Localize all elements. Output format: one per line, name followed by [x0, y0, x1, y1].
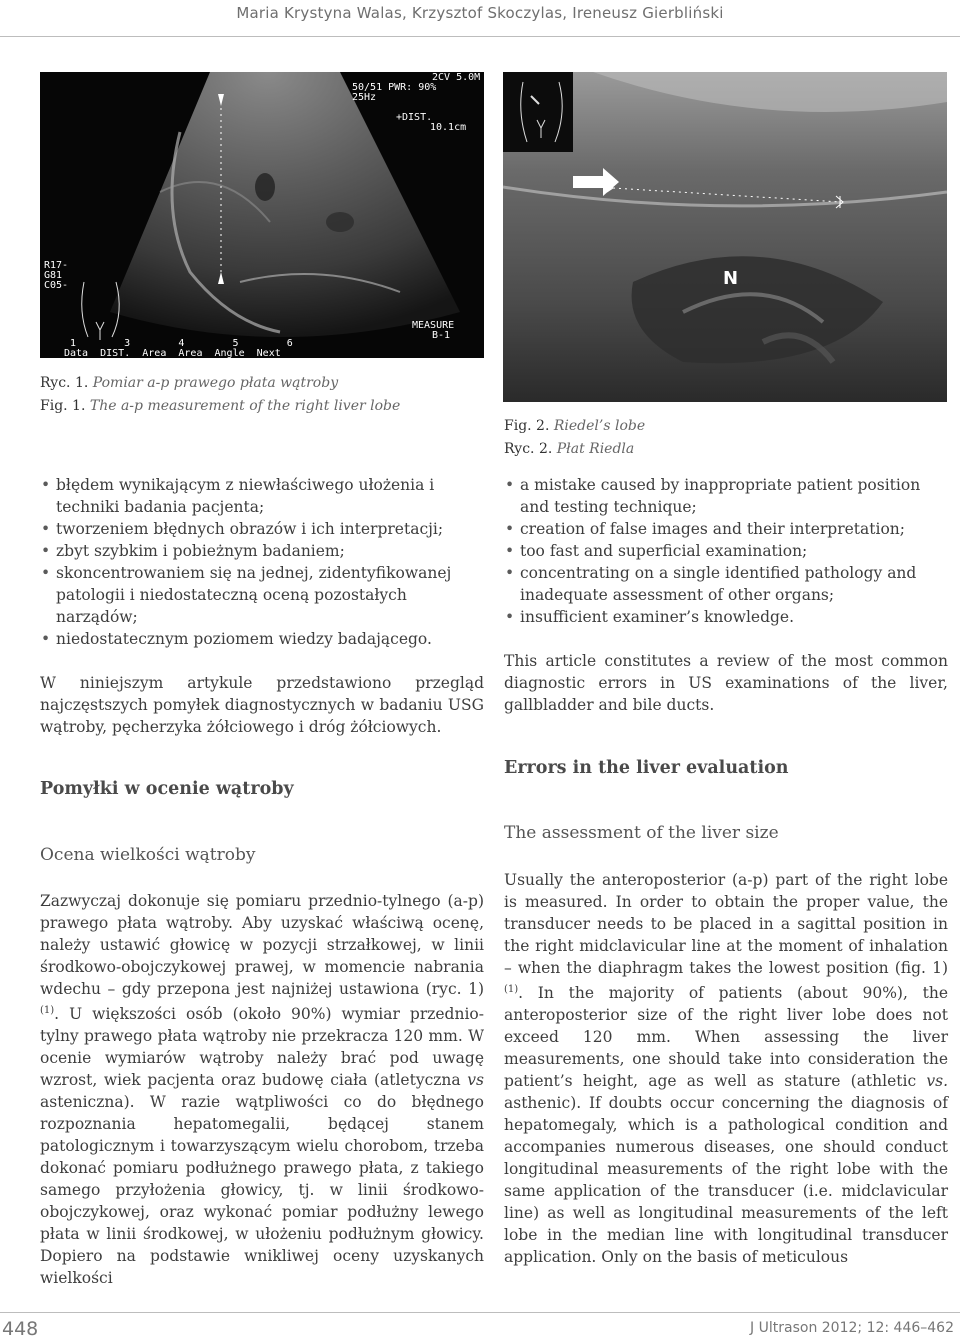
- fig2-overlay-label: N: [723, 268, 739, 289]
- left-section-heading: Pomyłki w ocenie wątroby: [40, 779, 294, 799]
- fig1-overlay-dist-label: +DIST.: [396, 112, 433, 123]
- fig1-overlay-left-3: C05-: [44, 280, 69, 291]
- figure-1-caption-en: Fig. 1. The a-p measurement of the right liver lobe: [40, 398, 401, 414]
- figure-1-ultrasound-image: [40, 72, 484, 358]
- list-item: • zbyt szybkim i pobieżnym badaniem;: [40, 540, 484, 562]
- fig1-overlay-top-1: 2CV 5.0M: [432, 72, 481, 83]
- fig1-overlay-left-2: G81: [44, 270, 63, 281]
- figure-2-ultrasound-image: [503, 72, 947, 402]
- fig1-overlay-measure-b: B-1: [432, 330, 451, 341]
- fig1-overlay-dist-value: 10.1cm: [430, 122, 467, 133]
- left-body-paragraph: Zazwyczaj dokonuje się pomiaru przednio-tylnego (a-p) prawego płata wątroby. Aby uzyskać właściwą ocenę, należy ustawić głowicę w pozycji strzałkowej, w linii środkowo-obojczykowej prawej, w momencie nabrania wdechu – gdy przepona jest najniżej ustawiona (ryc. 1)$^{(1)}$. U większości osób (około 90%) wymiar przednio-tylny prawego płata wątroby nie przekracza 120 mm. W ocenie wymiarów wątroby należy brać pod uwagę wzrost, wiek pacjenta oraz budowę ciała (atletyczna vs asteniczna). W razie wątpliwości co do błędnego rozpoznania hepatomegalii, będącej stanem patologicznym i towarzyszącym wielu chorobom, trzeba dokonać pomiaru podłużnego prawego płata, z takiego samego przyłożenia głowicy, tj. w linii środkowo-obojczykowej, oraz wykonać pomiar podłużny lewego płata w linii środkowej, w ułożeniu podłużnym głowicy. Dopiero na podstawie wnikliwej oceny uzyskanych wielkości: [40, 892, 484, 1288]
- list-item: • concentrating on a single identified pathology and inadequate assessment of other organs;: [504, 562, 948, 606]
- list-item: • creation of false images and their interpretation;: [504, 518, 948, 540]
- list-item: • błędem wynikającym z niewłaściwego ułożenia i techniki badania pacjenta;: [40, 474, 484, 518]
- list-item: • a mistake caused by inappropriate patient position and testing technique;: [504, 474, 948, 518]
- figure-2-caption-en: Fig. 2. Riedel’s lobe: [504, 418, 646, 434]
- fig1-overlay-top-3: 25Hz: [352, 92, 377, 103]
- right-body-paragraph: Usually the anteroposterior (a-p) part of the right lobe is measured. In order to obtain the proper value, the transducer needs to be placed in a sagittal position in the right midclavicular line at the moment of inhalation – when the diaphragm takes the lowest position (fig. 1)$^{(1)}$. In the majority of patients (about 90%), the anteroposterior size of the right liver lobe does not exceed 120 mm. When assessing the liver measurements, one should take into consideration the patient’s height, age as well as stature (athletic vs. asthenic). If doubts occur concerning the diagnosis of hepatomegaly, which is a pathological condition and accompanies numerous diseases, one should conduct longitudinal measurements of the right lobe with the same application of the transducer (i.e. midclavicular line) as well as longitudinal measurements of the left lobe in the median line with longitudinal transducer application. Only on the basis of meticulous: [504, 871, 948, 1267]
- list-item: • tworzeniem błędnych obrazów i ich interpretacji;: [40, 518, 484, 540]
- list-item: • niedostatecznym poziomem wiedzy badającego.: [40, 628, 484, 650]
- header-rule: [0, 36, 960, 37]
- left-intro-paragraph: W niniejszym artykule przedstawiono przegląd najczęstszych pomyłek diagnostycznych w badaniu USG wątroby, pęcherzyka żółciowego i dróg żółciowych.: [40, 674, 484, 736]
- right-section-heading: Errors in the liver evaluation: [504, 758, 789, 778]
- left-sub-heading: Ocena wielkości wątroby: [40, 845, 256, 865]
- left-bullet-list: [40, 474, 484, 650]
- running-header: Maria Krystyna Walas, Krzysztof Skoczylas, Ireneusz Gierbliński: [236, 4, 724, 22]
- figure-2-caption-pl: Ryc. 2. Płat Riedla: [504, 441, 635, 457]
- list-item: • too fast and superficial examination;: [504, 540, 948, 562]
- fig1-overlay-bottom-nums: 1 3 4 5 6: [70, 338, 293, 349]
- fig1-overlay-left-1: R17-: [44, 260, 69, 271]
- right-sub-heading: The assessment of the liver size: [504, 823, 779, 843]
- journal-citation: J Ultrason 2012; 12: 446–462: [750, 1320, 954, 1336]
- right-intro-paragraph: This article constitutes a review of the most common diagnostic errors in US examinations of the liver, gallbladder and bile ducts.: [504, 652, 948, 714]
- right-bullet-list: [504, 474, 948, 628]
- fig1-overlay-measure: MEASURE: [412, 320, 455, 331]
- figure-1-caption-pl: Ryc. 1. Pomiar a-p prawego płata wątroby: [40, 375, 339, 391]
- list-item: • insufficient examiner’s knowledge.: [504, 606, 948, 628]
- fig1-overlay-bottom-labels: Data DIST. Area Area Angle Next: [64, 348, 281, 358]
- footer-rule: [0, 1312, 960, 1313]
- page-number: 448: [2, 1318, 39, 1340]
- fig1-overlay-top-2: 50/51 PWR: 90%: [352, 82, 437, 93]
- list-item: • skoncentrowaniem się na jednej, zidentyfikowanej patologii i niedostateczną oceną pozostałych narządów;: [40, 562, 484, 628]
